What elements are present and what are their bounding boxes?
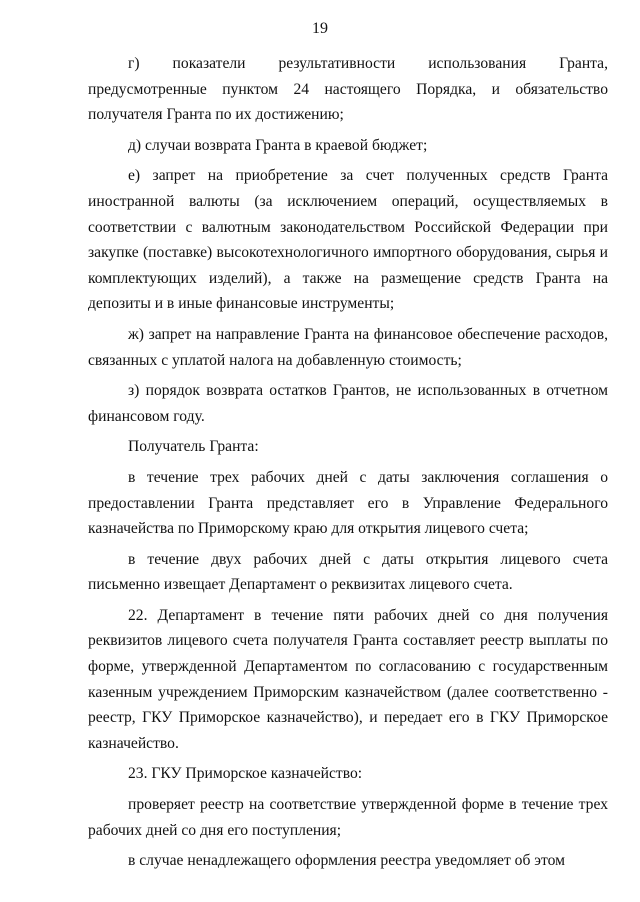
paragraph-item-zh: ж) запрет на направление Гранта на финансовое обеспечение расходов, связанных с уплатой налога на добавленную стоимость; bbox=[88, 325, 608, 369]
paragraph-section-22: 22. Департамент в течение пяти рабочих дней со дня получения реквизитов лицевого счета получателя Гранта составляет реестр выплаты по форме, утвержденной Департаментом по согласованию с государственным казенным учреждением Приморским казначейством (далее соответственно - реестр, ГКУ Приморское казначейство), и передает его в ГКУ Приморское казначейство. bbox=[88, 606, 608, 752]
paragraph-item-g: г) показатели результативности использования Гранта, предусмотренные пунктом 24 настоящего Порядка, и обязательство получателя Гранта по их достижению; bbox=[88, 55, 608, 124]
paragraph-recipient-duty-2: в течение двух рабочих дней с даты открытия лицевого счета письменно извещает Департамент о реквизитах лицевого счета. bbox=[88, 550, 608, 594]
paragraph-recipient-duty-1: в течение трех рабочих дней с даты заключения соглашения о предоставлении Гранта представляет его в Управление Федерального казначейства по Приморскому краю для открытия лицевого счета; bbox=[88, 468, 608, 538]
paragraph-section-23-heading: 23. ГКУ Приморское казначейство: bbox=[128, 765, 363, 783]
paragraph-grant-recipient-heading: Получатель Гранта: bbox=[128, 438, 259, 456]
document-body bbox=[88, 51, 608, 874]
paragraph-item-d: д) случаи возврата Гранта в краевой бюджет; bbox=[128, 136, 428, 154]
paragraph-item-z: з) порядок возврата остатков Грантов, не использованных в отчетном финансовом году. bbox=[88, 382, 608, 425]
paragraph-treasury-duty-1: проверяет реестр на соответствие утвержденной форме в течение трех рабочих дней со дня его поступления; bbox=[88, 796, 608, 839]
page-number: 19 bbox=[312, 20, 328, 37]
paragraph-item-e: е) запрет на приобретение за счет полученных средств Гранта иностранной валюты (за исключением операций, осуществляемых в соответствии с валютным законодательством Российской Федерации при закупке (поставке) высокотехнологичного импортного оборудования, сырья и комплектующих изделий), а также на размещение средств Гранта на депозиты и в иные финансовые инструменты; bbox=[88, 167, 608, 313]
paragraph-treasury-duty-2: в случае ненадлежащего оформления реестра уведомляет об этом bbox=[128, 852, 565, 870]
